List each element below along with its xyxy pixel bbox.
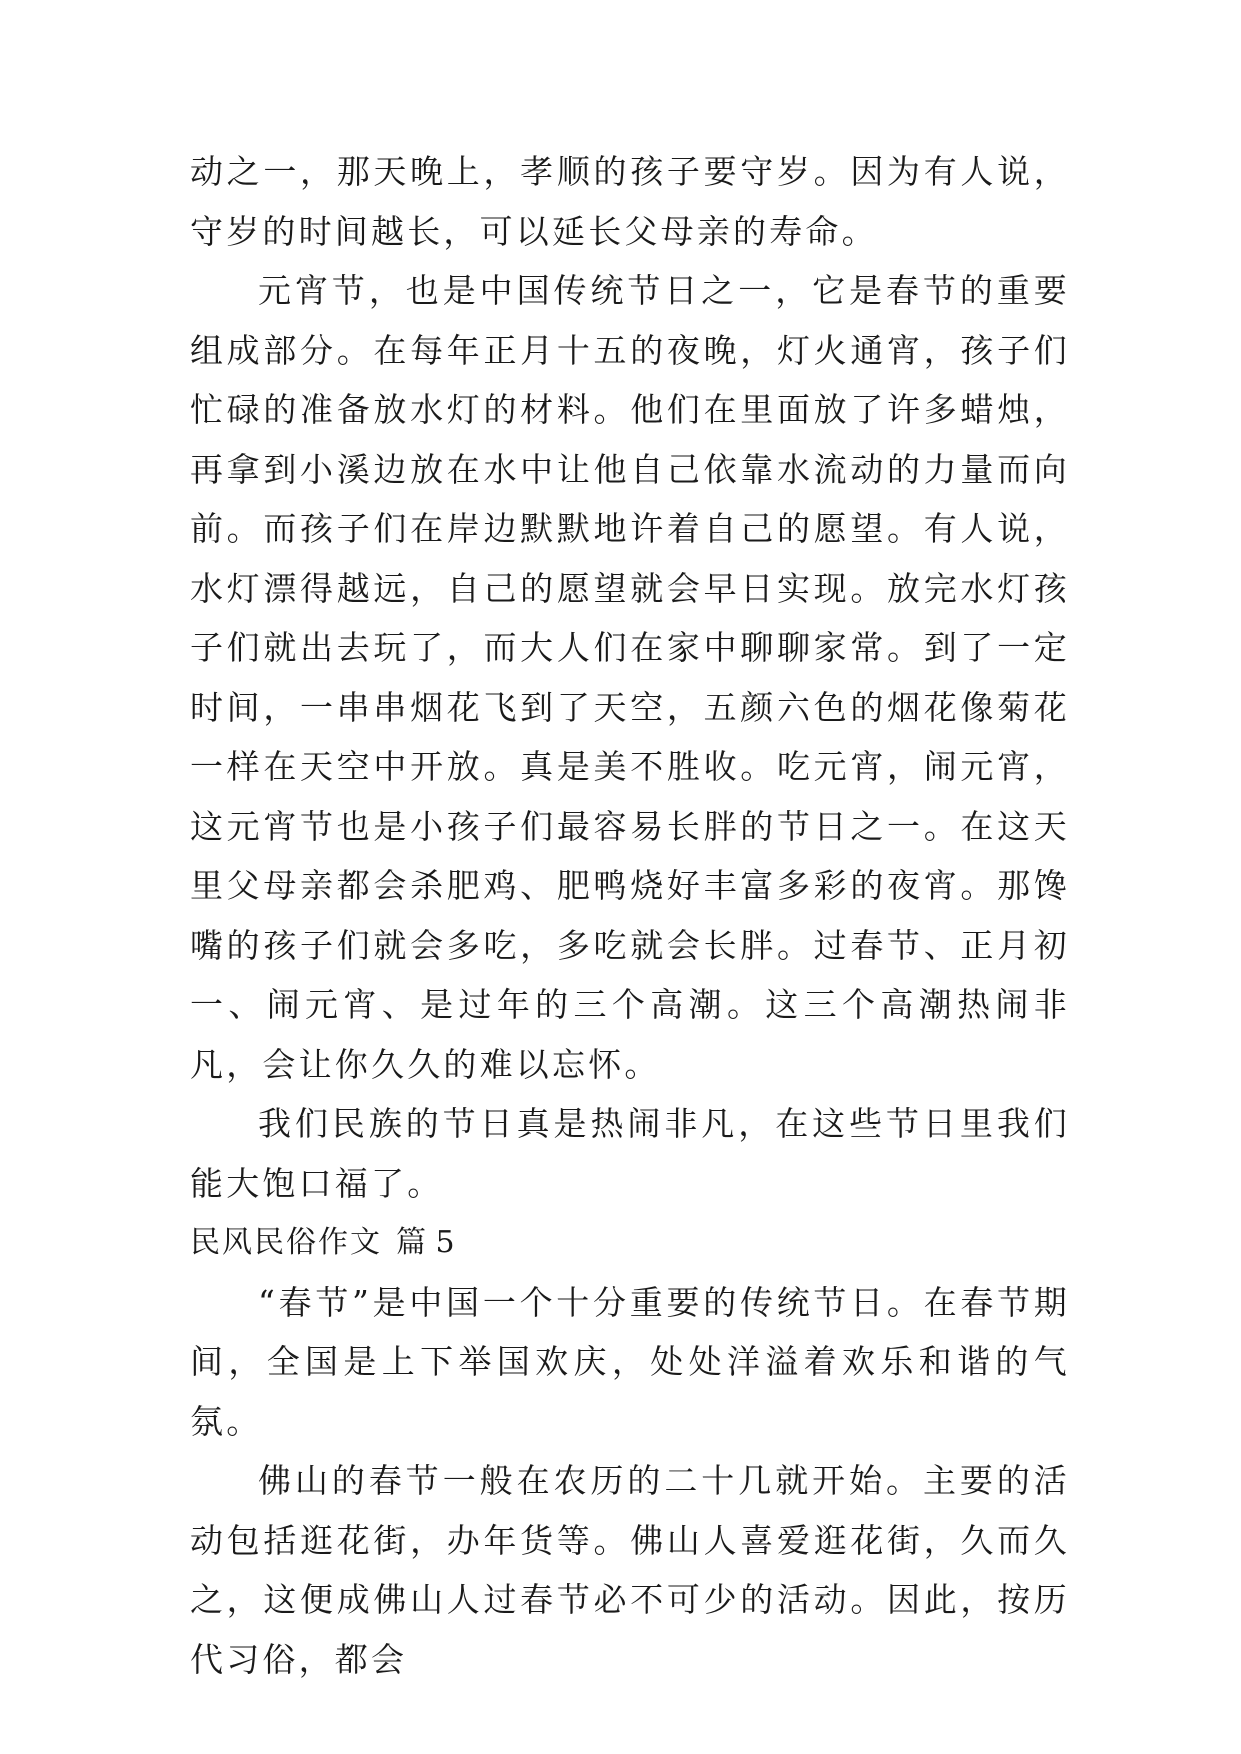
continuation-paragraph: 动之一，那天晚上，孝顺的孩子要守岁。因为有人说，守岁的时间越长，可以延长父母亲的寿命。 [190,152,1070,251]
lantern-festival-paragraph: 元宵节，也是中国传统节日之一，它是春节的重要组成部分。在每年正月十五的夜晚，灯火通宵，孩子们忙碌的准备放水灯的材料。他们在里面放了许多蜡烛，再拿到小溪边放在水中让他自己依靠水流动的力量而向前。而孩子们在岸边默默地许着自己的愿望。有人说，水灯漂得越远，自己的愿望就会早日实现。放完水灯孩子们就出去玩了，而大人们在家中聊聊家常。到了一定时间，一串串烟花飞到了天空，五颜六色的烟花像菊花一样在天空中开放。真是美不胜收。吃元宵，闹元宵，这元宵节也是小孩子们最容易长胖的节日之一。在这天里父母亲都会杀肥鸡、肥鸭烧好丰富多彩的夜宵。那馋嘴的孩子们就会多吃，多吃就会长胖。过春节、正月初一、闹元宵、是过年的三个高潮。这三个高潮热闹非凡，会让你久久的难以忘怀。 [190,271,1070,1084]
section-number: 篇 5 [396,1225,455,1260]
conclusion-paragraph: 我们民族的节日真是热闹非凡，在这些节日里我们能大饱口福了。 [190,1104,1070,1203]
spring-festival-intro-paragraph: “春节”是中国一个十分重要的传统节日。在春节期间，全国是上下举国欢庆，处处洋溢着欢乐和谐的气氛。 [190,1282,1070,1441]
document-body [190,142,1070,1689]
section-heading [190,1213,1070,1273]
foshan-spring-festival-paragraph: 佛山的春节一般在农历的二十几就开始。主要的活动包括逛花街，办年货等。佛山人喜爱逛花街，久而久之，这便成佛山人过春节必不可少的活动。因此，按历代习俗，都会 [190,1461,1070,1679]
section-title: 民风民俗作文 [190,1225,382,1260]
